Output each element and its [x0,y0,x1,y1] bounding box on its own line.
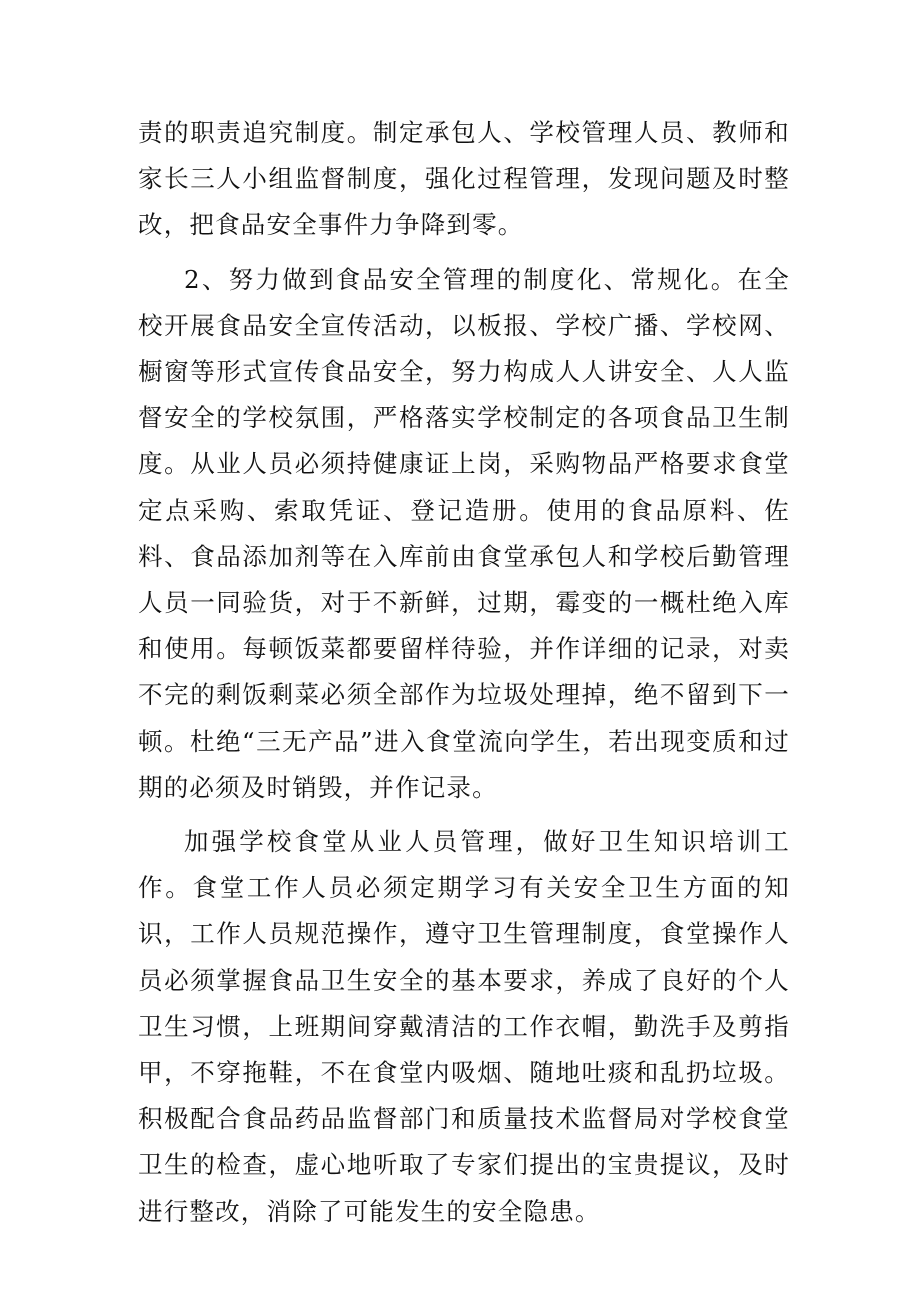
paragraph-accountability: 责的职责追究制度。制定承包人、学校管理人员、教师和家长三人小组监督制度，强化过程管理，发现问题及时整改，把食品安全事件力争降到零。 [138,118,790,240]
document-page [138,110,790,1243]
paragraph-food-safety-management: 2、努力做到食品安全管理的制度化、常规化。在全校开展食品安全宣传活动，以板报、学校广播、学校网、橱窗等形式宣传食品安全，努力构成人人讲安全、人人监督安全的学校氛围，严格落实学校制定的各项食品卫生制度。从业人员必须持健康证上岗，采购物品严格要求食堂定点采购、索取凭证、登记造册。使用的食品原料、佐料、食品添加剂等在入库前由食堂承包人和学校后勤管理人员一同验货，对于不新鲜，过期，霉变的一概杜绝入库和使用。每顿饭菜都要留样待验，并作详细的记录，对卖不完的剩饭剩菜必须全部作为垃圾处理掉，绝不留到下一顿。杜绝“三无产品”进入食堂流向学生，若出现变质和过期的必须及时销毁，并作记录。 [138,264,790,802]
paragraph-staff-training: 加强学校食堂从业人员管理，做好卫生知识培训工作。食堂工作人员必须定期学习有关安全卫生方面的知识，工作人员规范操作，遵守卫生管理制度，食堂操作人员必须掌握食品卫生安全的基本要求，养成了良好的个人卫生习惯，上班期间穿戴清洁的工作衣帽，勤洗手及剪指甲，不穿拖鞋，不在食堂内吸烟、随地吐痰和乱扔垃圾。积极配合食品药品监督部门和质量技术监督局对学校食堂卫生的检查，虚心地听取了专家们提出的宝贵提议，及时进行整改，消除了可能发生的安全隐患。 [138,827,790,1226]
